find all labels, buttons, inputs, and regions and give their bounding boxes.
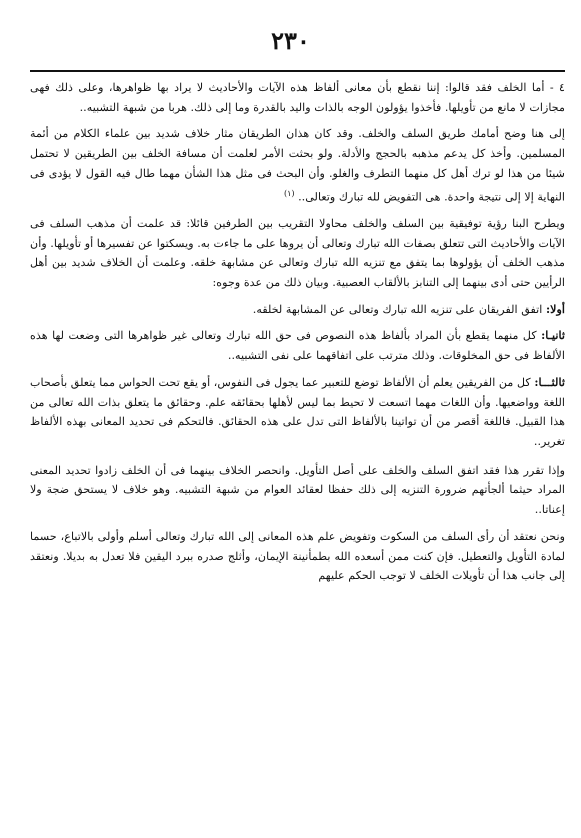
point-third-label: ثالثـــا:: [534, 374, 565, 389]
point-third-text: كل من الفريقين يعلم أن الألفاظ توضع للتعبير عما يجول فى النفوس، أو يقع تحت الحواس مما يتعلق بأصحاب اللغة وواضعيها. وأن اللغات مهما اتسعت لا تحيط بما ليس لأهلها بحقائقه علم. وحقائق ما يتعلق بذات الله تعالى من هذا القبيل. فاللغة أقصر من أن تواتينا بالألفاظ التى تدل على هذه الحقائق. فالتحكم فى تحديد المعانى بهذه الألفاظ تغرير..: [30, 375, 565, 448]
page-number: ٢٣٠: [271, 26, 310, 55]
point-first-text: اتفق الفريقان على تنزيه الله تبارك وتعالى عن المشابهة لخلقه.: [252, 302, 546, 316]
paragraph-two-paths: [30, 124, 565, 207]
paragraph-two-paths-text: إلى هنا وضح أمامك طريق السلف والخلف. وقد كان هذان الطريقان مثار خلاف شديد بين علماء الكلام من أئمة المسلمين. وأخذ كل يدعم مذهبه بالحجج والأدلة. ولو بحثت الأمر لعلمت أن مسافة الخلف بين الطريقين لا تحتمل شيئا من هذا لو ترك أهل كل منهما التطرف والغلو. وأن البحث فى مثل هذا الشأن مهما طال فيه القول لا يؤدى فى النهاية إلا إلى نتيجة واحدة. هى التفويض لله تبارك وتعالى..: [30, 127, 565, 204]
paragraph-point-second: [30, 326, 565, 365]
page-body: [30, 78, 565, 593]
paragraph-banna-reconciliation: ويطرح البنا رؤية توفيقية بين السلف والخلف محاولا التقريب بين الطرفين قائلا: قد علمت أن مذهب السلف فى الآيات والأحاديث التى تتعلق بصفات الله تبارك وتعالى أن يروها على ما جاءت به. ويسكتوا عن تفسيرها أو تأويلها. وأن مذهب الخلف أن يؤولوها بما يتفق مع تنزيه الله تبارك وتعالى عن مشابهة خلقه. وعلمت أن الخلاف شديد بين أهل الرأيين حتى أدى بينهما إلى التنابز بالألقاب العصبية. وبيان ذلك من عدة وجوه:: [30, 216, 565, 290]
point-first-label: أولا:: [545, 301, 565, 316]
paragraph-author-belief: ونحن نعتقد أن رأى السلف من السكوت وتفويض علم هذه المعانى إلى الله تبارك وتعالى أسلم وأولى بالاتباع، حسما لمادة التأويل والتعطيل. فإن كنت ممن أسعده الله بطمأنينة الإيمان، وأثلج صدره ببرد اليقين فلا تعدل به بديلا. ونعتقد إلى جانب هذا أن تأويلات الخلف لا توجب الحكم عليهم: [30, 529, 565, 583]
paragraph-khalaf-position: ٤ - أما الخلف فقد قالوا: إننا نقطع بأن معانى ألفاظ هذه الآيات والأحاديث لا يراد بها ظواهرها، وعلى ذلك فهى مجازات لا مانع من تأويلها. فأخذوا يؤولون الوجه بالذات واليد بالقدرة وما إلى ذلك. هربا من شبهة التشبيه..: [30, 81, 565, 114]
paragraph-point-third: [30, 373, 565, 452]
footnote-marker: (١): [284, 188, 295, 198]
point-second-text: كل منهما يقطع بأن المراد بألفاظ هذه النصوص فى حق الله تبارك وتعالى غير ظواهرها التى وضعت لها هذه الألفاظ فى حق المخلوقات. وذلك مترتب على اتفاقهما على نفى التشبيه..: [30, 329, 565, 363]
paragraph-point-first: [30, 300, 565, 320]
point-second-label: ثانيـا:: [541, 328, 565, 343]
paragraph-agreement-on-tawil: وإذا تقرر هذا فقد اتفق السلف والخلف على أصل التأويل. وانحصر الخلاف بينهما فى أن الخلف زادوا تحديد المعنى المراد حيثما ألجأتهم ضرورة التنزيه إلى ذلك حفظا لعقائد العوام من شبهة التشبيه. وهو خلاف لا يستحق ضجة ولا إعناتا..: [30, 463, 565, 517]
header-rule: [30, 70, 565, 72]
